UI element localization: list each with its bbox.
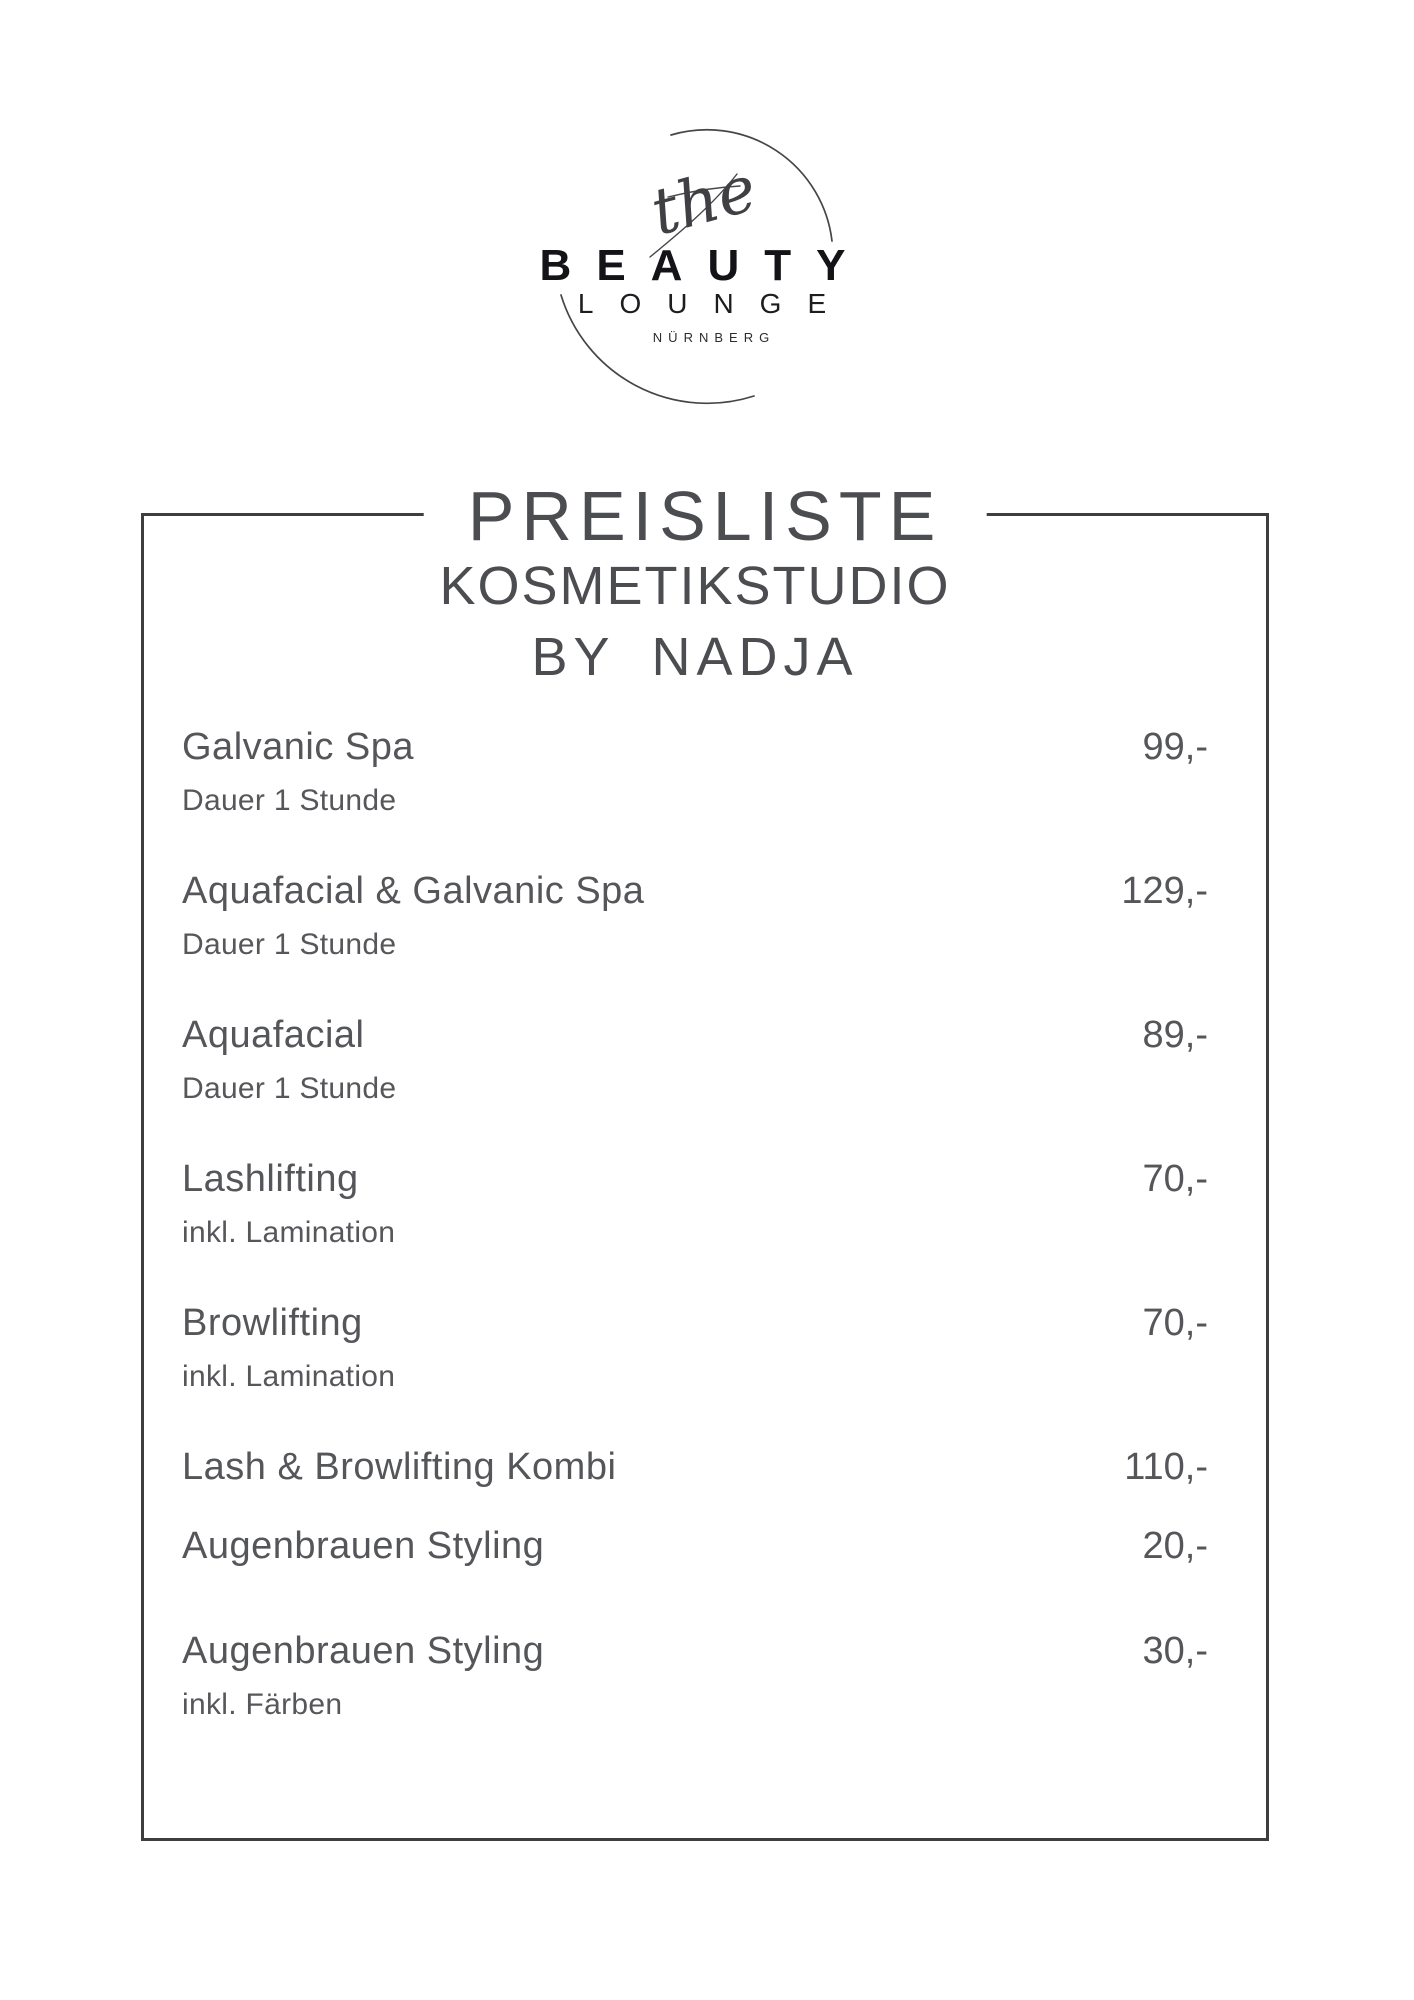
service-info [182, 1626, 544, 1725]
service-info [182, 1154, 395, 1253]
service-price: 70,- [1142, 1158, 1208, 1200]
service-info [182, 1010, 396, 1109]
service-row [182, 1298, 1208, 1397]
service-list [182, 722, 1208, 1725]
service-row [182, 1521, 1208, 1571]
service-name: Augenbrauen Styling [182, 1525, 545, 1567]
service-detail: Dauer 1 Stunde [182, 784, 397, 817]
service-info [182, 722, 414, 821]
service-detail: inkl. Färben [182, 1688, 343, 1721]
service-detail: Dauer 1 Stunde [182, 928, 397, 961]
service-row [182, 1626, 1208, 1725]
service-name: Lash & Browlifting Kombi [182, 1446, 617, 1488]
service-price: 89,- [1142, 1014, 1208, 1056]
service-price: 99,- [1142, 726, 1208, 768]
brand-logo [487, 85, 927, 430]
service-name: Aquafacial & Galvanic Spa [182, 870, 645, 912]
page-title: PREISLISTE [424, 476, 987, 556]
service-info [182, 1521, 544, 1571]
service-row [182, 866, 1208, 965]
service-price: 20,- [1142, 1525, 1208, 1567]
service-name: Augenbrauen Styling [182, 1630, 545, 1672]
service-detail: inkl. Lamination [182, 1216, 396, 1249]
frame-content [144, 516, 1266, 1725]
service-info [182, 1442, 616, 1492]
service-name: Galvanic Spa [182, 726, 415, 768]
service-info [182, 1298, 395, 1397]
service-name: Lashlifting [182, 1158, 359, 1200]
byline-by-nadja: BY NADJA [531, 627, 859, 687]
service-row [182, 1442, 1208, 1492]
service-name: Aquafacial [182, 1014, 365, 1056]
service-price: 129,- [1121, 870, 1208, 912]
service-info [182, 866, 644, 965]
service-row [182, 722, 1208, 821]
brand-logo-graphic [487, 85, 927, 425]
logo-brand-lounge: LOUNGE [577, 288, 853, 319]
service-price: 70,- [1142, 1302, 1208, 1344]
service-row [182, 1154, 1208, 1253]
service-row [182, 1010, 1208, 1109]
service-price: 110,- [1124, 1446, 1208, 1488]
logo-script-the: the [643, 151, 765, 251]
logo-city-nuernberg: NÜRNBERG [652, 330, 776, 345]
service-detail: inkl. Lamination [182, 1360, 396, 1393]
service-detail: Dauer 1 Stunde [182, 1072, 397, 1105]
price-list-frame [141, 477, 1269, 1841]
service-name: Browlifting [182, 1302, 363, 1344]
subtitle-kosmetikstudio: KOSMETIKSTUDIO [439, 556, 951, 616]
logo-brand-beauty: BEAUTY [539, 241, 871, 290]
service-price: 30,- [1142, 1630, 1208, 1672]
